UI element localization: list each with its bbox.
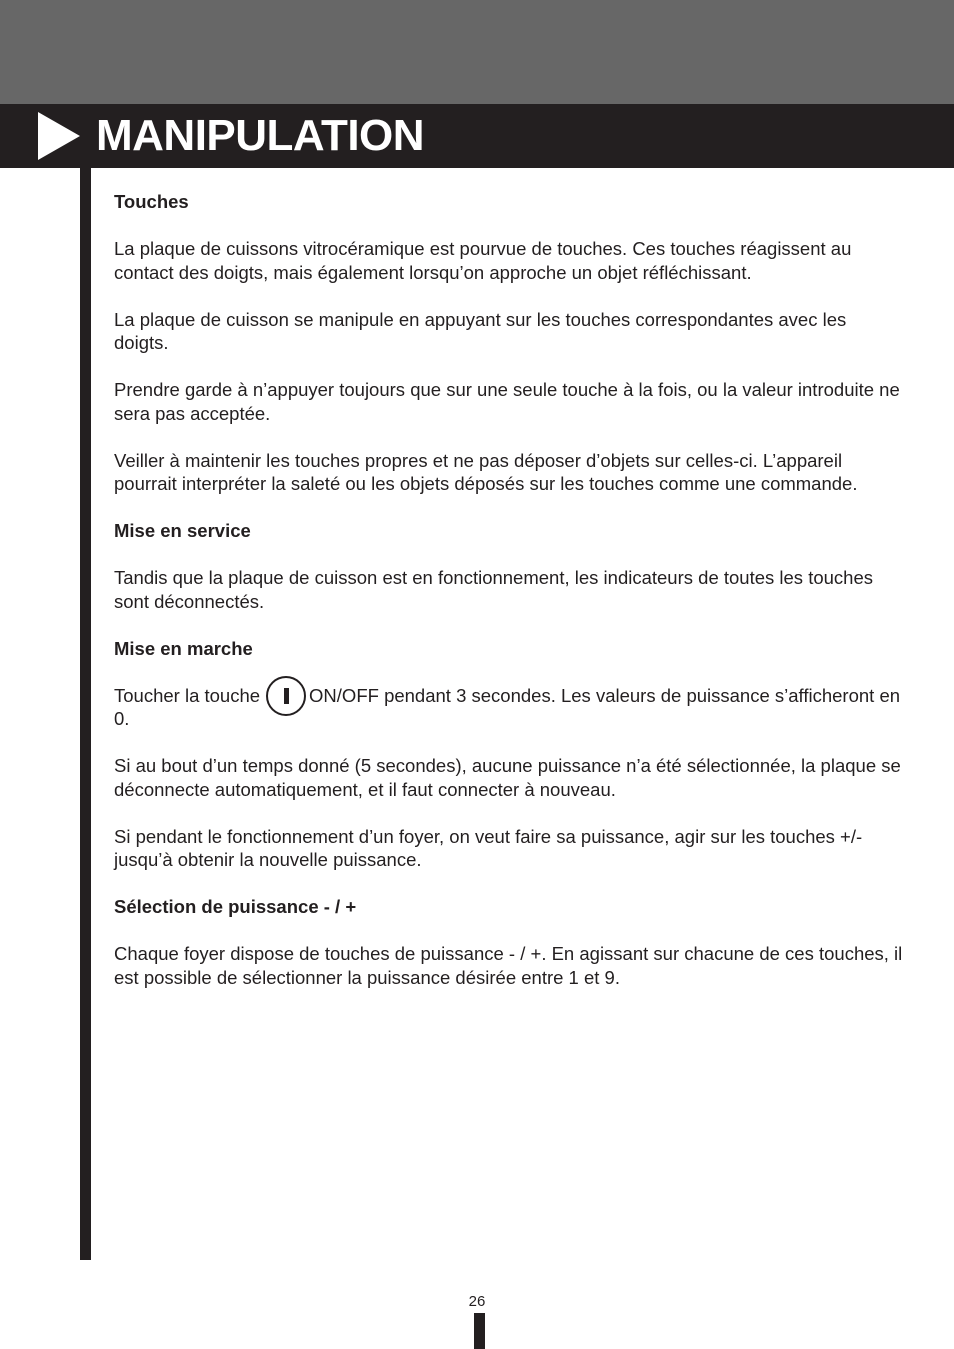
page-tab bbox=[474, 1313, 485, 1349]
content-body bbox=[114, 190, 904, 1013]
text-before-icon: Toucher la touche bbox=[114, 684, 261, 706]
page-number: 26 bbox=[468, 1293, 486, 1310]
title-bar bbox=[0, 104, 954, 168]
heading-mise-en-service: Mise en service bbox=[114, 520, 251, 541]
paragraph: Tandis que la plaque de cuisson est en fonctionnement, les indicateurs de toutes les touches sont déconnectés. bbox=[114, 567, 873, 612]
page-title: MANIPULATION bbox=[96, 111, 425, 160]
heading-mise-en-marche: Mise en marche bbox=[114, 637, 253, 659]
header-top-band bbox=[0, 0, 954, 104]
paragraph-with-icon bbox=[114, 684, 904, 731]
paragraph: La plaque de cuisson se manipule en appuyant sur les touches correspondantes avec les doigts. bbox=[114, 308, 847, 353]
paragraph: Chaque foyer dispose de touches de puissance - / +. En agissant sur chacune de ces touches, il est possible de sélectionner la puissance désirée entre 1 et 9. bbox=[114, 943, 903, 988]
paragraph: Si pendant le fonctionnement d’un foyer, on veut faire sa puissance, agir sur les touches +/- jusqu’à obtenir la nouvelle puissance. bbox=[114, 825, 863, 870]
power-bar bbox=[284, 688, 289, 704]
paragraph: Veiller à maintenir les touches propres et ne pas déposer d’objets sur celles-ci. L’appareil pourrait interpréter la saleté ou les objets déposés sur les touches comme une commande. bbox=[114, 449, 858, 494]
paragraph: La plaque de cuissons vitrocéramique est pourvue de touches. Ces touches réagissent au contact des doigts, mais également lorsqu’on approche un objet réfléchissant. bbox=[114, 238, 852, 283]
power-button-icon bbox=[266, 676, 306, 716]
heading-selection-puissance: Sélection de puissance - / + bbox=[114, 896, 357, 917]
heading-touches: Touches bbox=[114, 191, 189, 212]
text-after-icon: ON/OFF pendant 3 secondes. Les valeurs de puissance s’afficheront en 0. bbox=[114, 684, 901, 729]
side-rule bbox=[80, 168, 91, 1260]
play-arrow-icon bbox=[38, 112, 80, 160]
paragraph: Si au bout d’un temps donné (5 secondes), aucune puissance n’a été sélectionnée, la plaque se déconnecte automatiquement, et il faut connecter à nouveau. bbox=[114, 755, 901, 800]
paragraph: Prendre garde à n’appuyer toujours que sur une seule touche à la fois, ou la valeur introduite ne sera pas acceptée. bbox=[114, 379, 900, 424]
